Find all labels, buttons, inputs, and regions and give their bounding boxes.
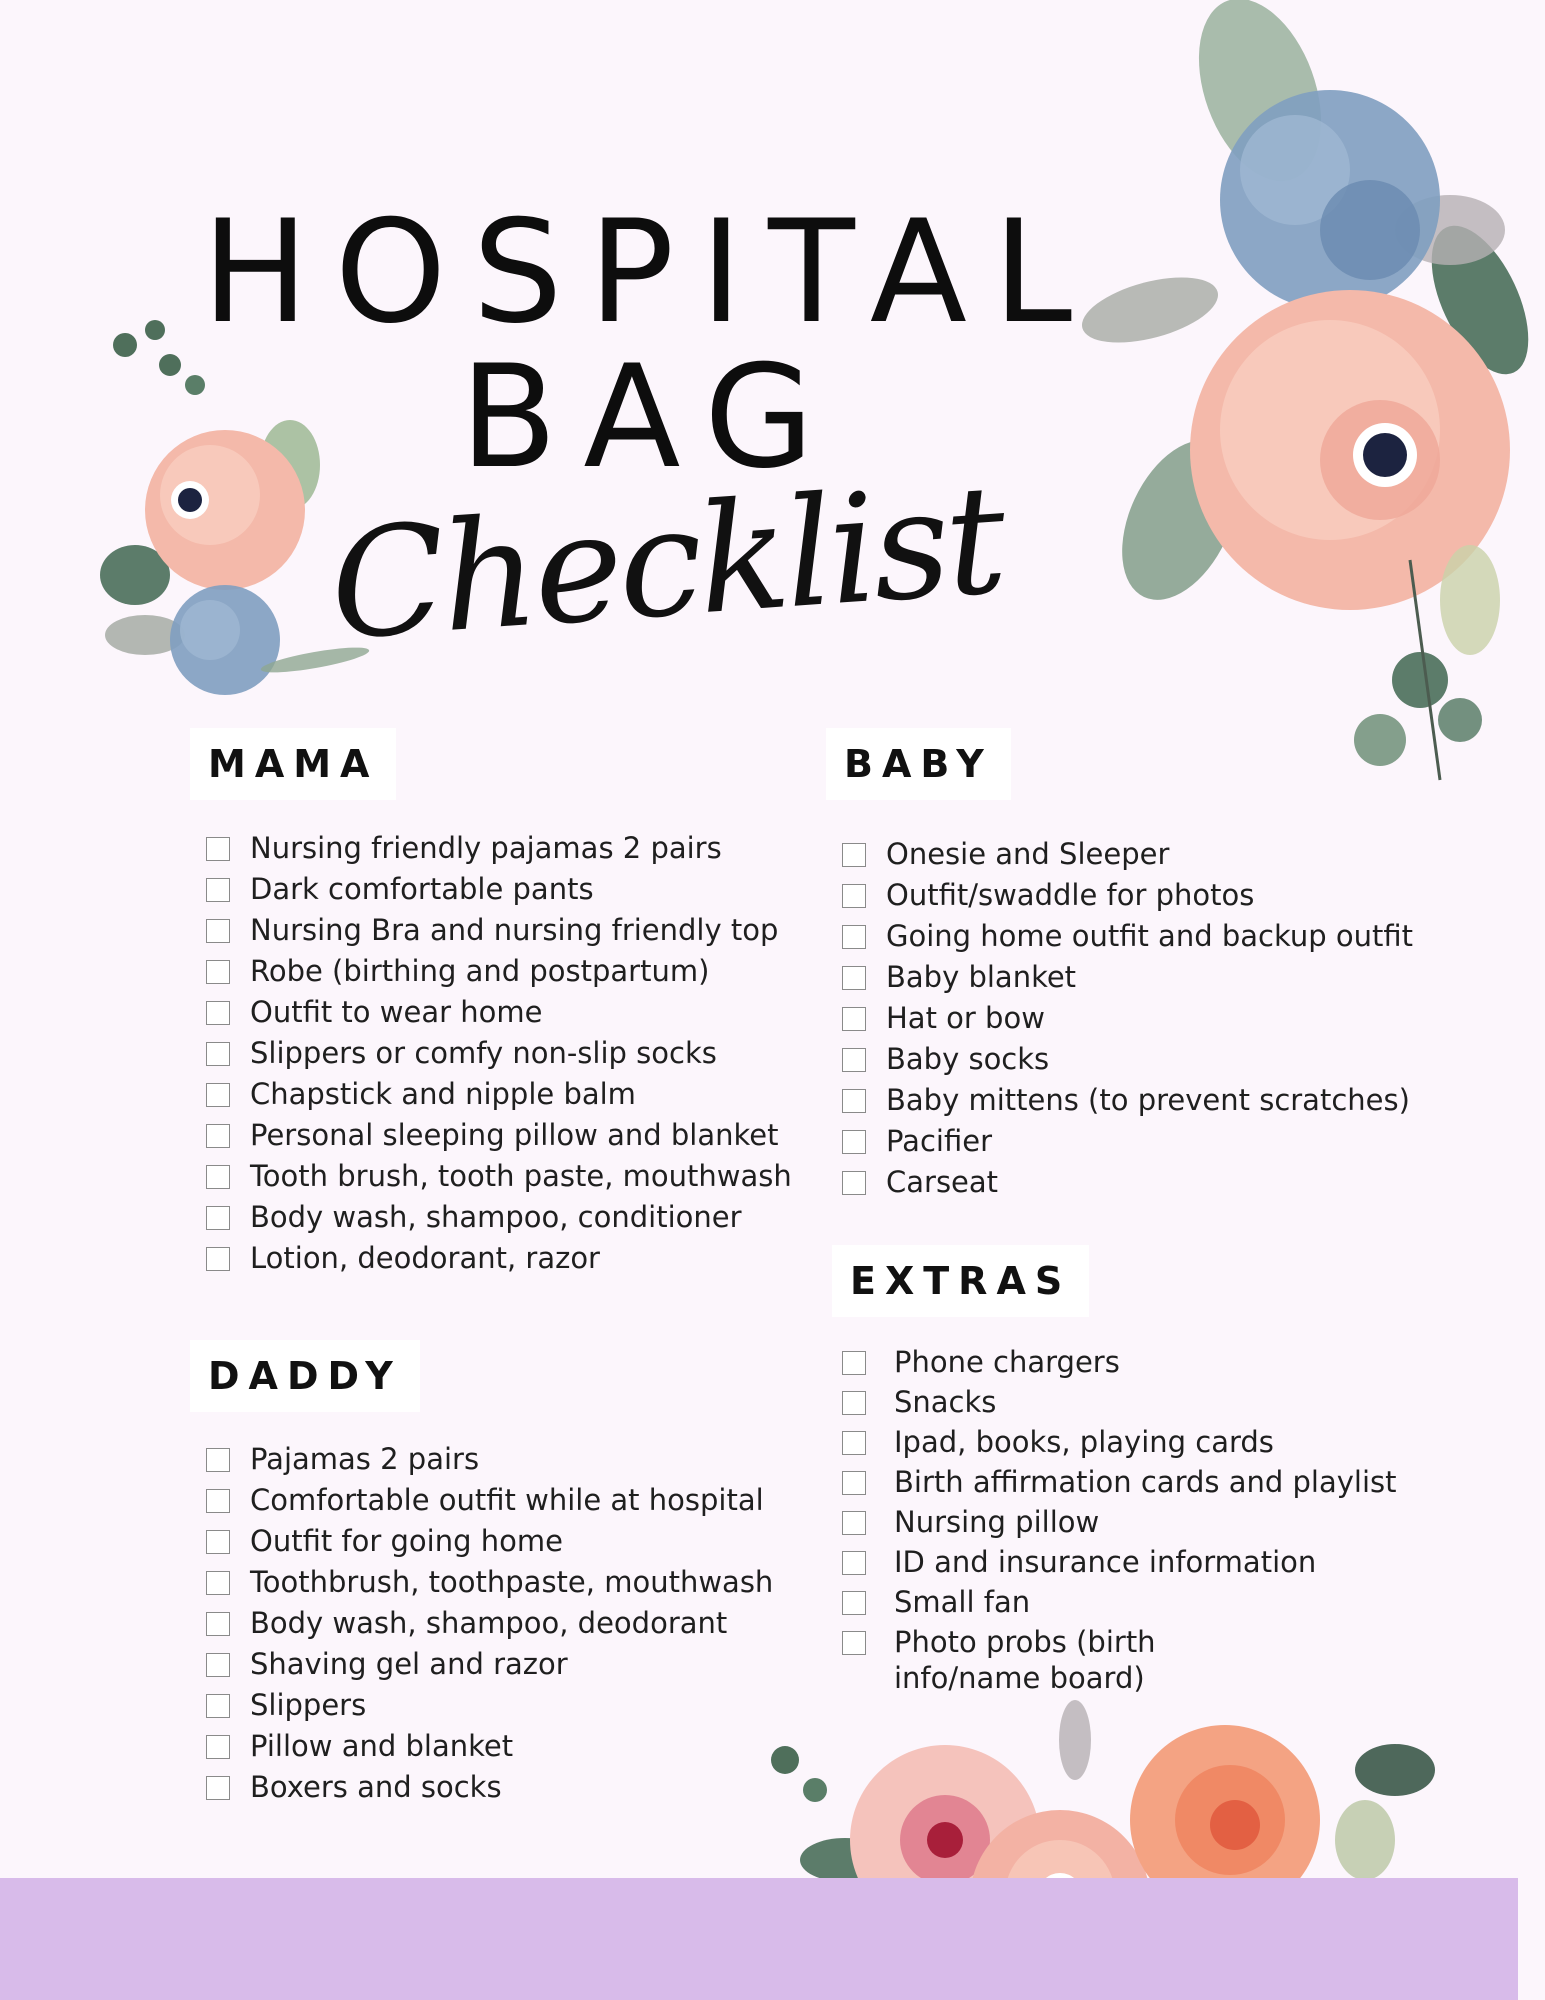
checkbox[interactable] [206, 1001, 230, 1025]
checklist-item [190, 1117, 792, 1158]
checklist-item-label: Lotion, deodorant, razor [250, 1241, 600, 1275]
checkbox[interactable] [842, 1631, 866, 1655]
checklist-item-label: Toothbrush, toothpaste, mouthwash [250, 1565, 774, 1599]
checkbox[interactable] [842, 966, 866, 990]
checklist-item-label: Robe (birthing and postpartum) [250, 954, 710, 988]
checklist-item [190, 1769, 773, 1810]
checkbox[interactable] [842, 1048, 866, 1072]
checklist-extras [826, 1344, 1397, 1704]
checklist-item [190, 1035, 792, 1076]
checkbox[interactable] [206, 878, 230, 902]
checklist-item-label: Ipad, books, playing cards [894, 1425, 1274, 1459]
checkbox[interactable] [842, 1089, 866, 1113]
checklist-item-label: Outfit/swaddle for photos [886, 878, 1255, 912]
checklist-item [826, 959, 1413, 1000]
checklist-item-label: Onesie and Sleeper [886, 837, 1170, 871]
checkbox[interactable] [206, 1653, 230, 1677]
checkbox[interactable] [206, 1124, 230, 1148]
checklist-item [190, 1076, 792, 1117]
checklist-item-label: Baby blanket [886, 960, 1077, 994]
checklist-item-label: Chapstick and nipple balm [250, 1077, 636, 1111]
checklist-item-label: Nursing Bra and nursing friendly top [250, 913, 779, 947]
section-label-mama: MAMA [190, 728, 396, 800]
checklist-item [190, 1605, 773, 1646]
checklist-item [826, 1041, 1413, 1082]
checklist-item [826, 1544, 1397, 1584]
checklist-item [190, 1728, 773, 1769]
checkbox[interactable] [206, 1735, 230, 1759]
checklist-item [826, 1082, 1413, 1123]
checklist-item [190, 1646, 773, 1687]
checkbox[interactable] [206, 1247, 230, 1271]
checklist-item-label: Photo probs (birth info/name board) [894, 1625, 1156, 1695]
checklist-item [190, 1564, 773, 1605]
checkbox[interactable] [842, 1351, 866, 1375]
checklist-item [826, 1464, 1397, 1504]
checklist-item-label: Nursing pillow [894, 1505, 1100, 1539]
checklist-item [826, 918, 1413, 959]
checklist-item [826, 836, 1413, 877]
checkbox[interactable] [842, 1511, 866, 1535]
checklist-item [190, 1199, 792, 1240]
checkbox[interactable] [206, 1694, 230, 1718]
checklist-item [190, 953, 792, 994]
checkbox[interactable] [842, 1551, 866, 1575]
checklist-item [190, 1441, 773, 1482]
checkbox[interactable] [842, 1130, 866, 1154]
checkbox[interactable] [842, 1171, 866, 1195]
checkbox[interactable] [206, 1489, 230, 1513]
checklist-item [826, 1384, 1397, 1424]
checkbox[interactable] [206, 919, 230, 943]
checklist-item [826, 1504, 1397, 1544]
checklist-item-label: Baby mittens (to prevent scratches) [886, 1083, 1410, 1117]
checklist-item-label: Body wash, shampoo, conditioner [250, 1200, 742, 1234]
checklist-item-label: Slippers [250, 1688, 367, 1722]
checkbox[interactable] [842, 843, 866, 867]
checklist-item-label: Outfit for going home [250, 1524, 563, 1558]
checklist-item-label: Body wash, shampoo, deodorant [250, 1606, 728, 1640]
checklist-mama [190, 830, 792, 1281]
checklist-item-label: Hat or bow [886, 1001, 1045, 1035]
checklist-item [190, 1482, 773, 1523]
checklist-item-label: Pacifier [886, 1124, 992, 1158]
checkbox[interactable] [206, 1571, 230, 1595]
checkbox[interactable] [842, 1431, 866, 1455]
checkbox[interactable] [842, 925, 866, 949]
section-label-extras: EXTRAS [832, 1245, 1089, 1317]
section-label-baby: BABY [826, 728, 1011, 800]
checkbox[interactable] [206, 1530, 230, 1554]
checklist-item [190, 830, 792, 871]
checklist-item-label: Shaving gel and razor [250, 1647, 568, 1681]
checklist-item [190, 1158, 792, 1199]
checklist-item-label: Small fan [894, 1585, 1031, 1619]
checkbox[interactable] [206, 1448, 230, 1472]
checklist-item-label: Pillow and blanket [250, 1729, 514, 1763]
checkbox[interactable] [842, 1007, 866, 1031]
checkbox[interactable] [842, 1471, 866, 1495]
checklist-item [190, 1523, 773, 1564]
checkbox[interactable] [206, 1042, 230, 1066]
checklist-item [826, 1624, 1296, 1704]
checklist-item [190, 994, 792, 1035]
checklist-item [190, 1240, 792, 1281]
checklist-item-label: Snacks [894, 1385, 997, 1419]
checklist-item-label: Carseat [886, 1165, 999, 1199]
checklist-item [190, 1687, 773, 1728]
checklist-item [826, 1424, 1397, 1464]
checklist-item [826, 1000, 1413, 1041]
title-bag: BAG [459, 335, 841, 500]
checkbox[interactable] [206, 1165, 230, 1189]
checkbox[interactable] [206, 837, 230, 861]
checklist-item-label: ID and insurance information [894, 1545, 1317, 1579]
checklist-baby [826, 836, 1413, 1205]
checkbox[interactable] [206, 1776, 230, 1800]
title-checklist-script: Checklist [324, 453, 1008, 674]
checklist-item [826, 1584, 1397, 1624]
checkbox[interactable] [206, 1206, 230, 1230]
checklist-item-label: Birth affirmation cards and playlist [894, 1465, 1397, 1499]
checklist-item [826, 1123, 1413, 1164]
checklist-item-label: Slippers or comfy non-slip socks [250, 1036, 717, 1070]
checklist-item [826, 1164, 1413, 1205]
checklist-item-label: Comfortable outfit while at hospital [250, 1483, 764, 1517]
checklist-item [190, 912, 792, 953]
checkbox[interactable] [842, 1391, 866, 1415]
checklist-item-label: Tooth brush, tooth paste, mouthwash [250, 1159, 792, 1193]
title-hospital: HOSPITAL [201, 190, 1099, 355]
checklist-item-label: Baby socks [886, 1042, 1050, 1076]
checklist-item-label: Outfit to wear home [250, 995, 543, 1029]
checklist-item-label: Going home outfit and backup outfit [886, 919, 1413, 953]
footer-band [0, 1878, 1518, 2000]
checklist-item-label: Pajamas 2 pairs [250, 1442, 480, 1476]
checklist-item-label: Phone chargers [894, 1345, 1120, 1379]
checkbox[interactable] [206, 1612, 230, 1636]
checklist-daddy [190, 1441, 773, 1810]
checkbox[interactable] [206, 1083, 230, 1107]
checklist-item-label: Dark comfortable pants [250, 872, 594, 906]
checklist-item-label: Nursing friendly pajamas 2 pairs [250, 831, 722, 865]
checklist-item [826, 877, 1413, 918]
checklist-item [826, 1344, 1397, 1384]
checklist-item-label: Boxers and socks [250, 1770, 502, 1804]
checkbox[interactable] [842, 1591, 866, 1615]
checkbox[interactable] [842, 884, 866, 908]
checkbox[interactable] [206, 960, 230, 984]
checklist-item-label: Personal sleeping pillow and blanket [250, 1118, 779, 1152]
checklist-item [190, 871, 792, 912]
section-label-daddy: DADDY [190, 1340, 420, 1412]
